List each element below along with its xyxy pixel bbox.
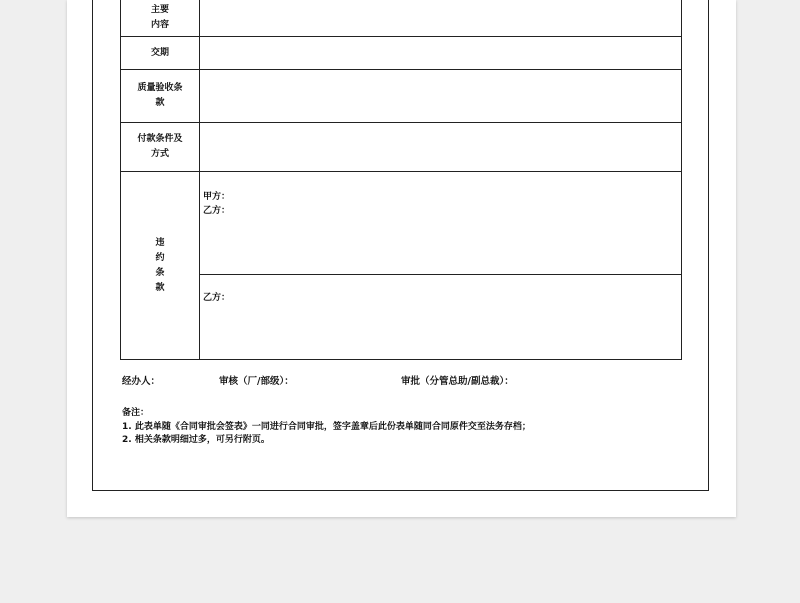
main-content-label: 主要内容 [121, 0, 200, 37]
table-row [121, 275, 682, 360]
contract-form-table [120, 0, 682, 360]
quality-label: 质量验收条款 [121, 70, 200, 123]
party-b-second-label: 乙方： [203, 293, 231, 303]
main-content-value[interactable] [200, 0, 682, 37]
approval-label: 审批（分管总助/副总裁）： [401, 376, 514, 387]
table-row [121, 172, 682, 275]
breach-party-a-cell[interactable] [200, 172, 682, 275]
note-item: 1. 此表单随《合同审批会签表》一同进行合同审批，签字盖章后此份表单随同合同原件交至法务存档； [122, 421, 531, 432]
table-row [121, 70, 682, 123]
handler-label: 经办人： [122, 376, 161, 387]
party-b-label: 乙方： [203, 206, 231, 216]
note-item: 2. 相关条款明细过多，可另行附页。 [122, 435, 270, 445]
review-label: 审核（厂/部级）： [219, 376, 294, 387]
table-row [121, 123, 682, 172]
notes-section [122, 407, 531, 448]
table-row [121, 37, 682, 70]
breach-party-b-cell[interactable] [200, 275, 682, 360]
delivery-value[interactable] [200, 37, 682, 70]
payment-label: 付款条件及方式 [121, 123, 200, 172]
payment-value[interactable] [200, 123, 682, 172]
notes-title: 备注： [122, 408, 150, 418]
delivery-label: 交期 [121, 37, 200, 70]
table-row [121, 0, 682, 37]
party-a-label: 甲方： [203, 192, 231, 202]
quality-value[interactable] [200, 70, 682, 123]
breach-label: 违约条款 [121, 172, 200, 360]
